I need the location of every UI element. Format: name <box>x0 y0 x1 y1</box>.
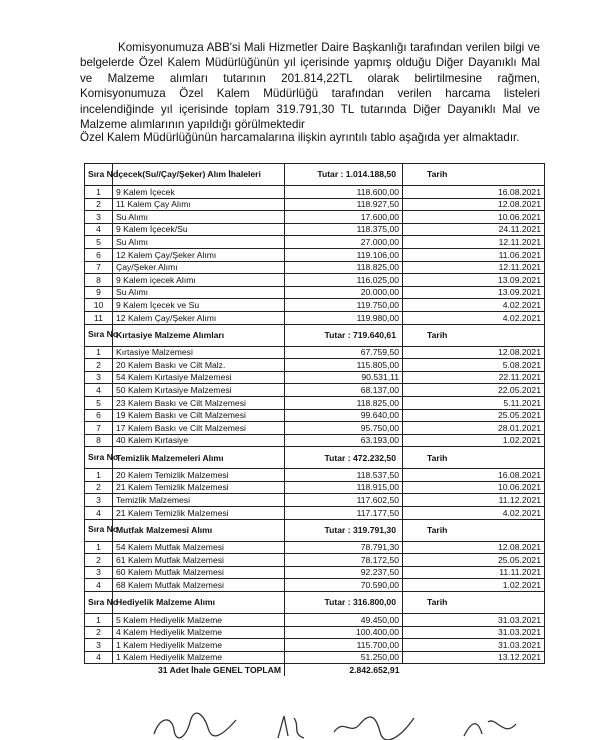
item-date: 25.05.2021 <box>403 554 545 567</box>
item-description: 20 Kalem Temizlik Malzemesi <box>113 469 285 482</box>
item-amount: 92.237,50 <box>285 566 403 579</box>
table-row <box>85 554 545 567</box>
item-date: 5.08.2021 <box>403 359 545 372</box>
item-amount: 17.600,00 <box>285 211 403 224</box>
row-number: 3 <box>85 494 113 507</box>
item-date: 28.01.2021 <box>403 422 545 435</box>
item-date: 22.05.2021 <box>403 384 545 397</box>
item-description: 12 Kalem Çay/Şeker Alımı <box>113 311 285 324</box>
grand-total-amount: 2.842.652,91 <box>285 664 403 676</box>
section-title: Kırtasiye Malzeme Alımları <box>113 324 285 346</box>
section-header-row <box>85 447 545 469</box>
item-amount: 90.531,11 <box>285 371 403 384</box>
signature-2 <box>270 712 310 740</box>
row-number: 9 <box>85 286 113 299</box>
col-header-no: Sıra No <box>85 324 113 346</box>
item-amount: 118.600,00 <box>285 186 403 199</box>
item-date: 12.11.2021 <box>403 261 545 274</box>
expenditure-table <box>84 163 545 676</box>
row-number: 2 <box>85 554 113 567</box>
item-amount: 99.640,00 <box>285 409 403 422</box>
signature-4 <box>460 712 520 740</box>
item-description: 54 Kalem Mutfak Malzemesi <box>113 541 285 554</box>
item-date: 12.08.2021 <box>403 198 545 211</box>
table-row <box>85 223 545 236</box>
item-description: 12 Kalem Çay/Şeker Alımı <box>113 248 285 261</box>
table-row <box>85 371 545 384</box>
item-date: 22.11.2021 <box>403 371 545 384</box>
section-total: Tutar : 316.800,00 <box>285 592 403 614</box>
col-header-no: Sıra No <box>85 519 113 541</box>
item-date: 12.11.2021 <box>403 236 545 249</box>
col-header-date: Tarih <box>403 447 545 469</box>
item-amount: 95.750,00 <box>285 422 403 435</box>
table-row <box>85 346 545 359</box>
item-description: Su Alımı <box>113 211 285 224</box>
item-description: 4 Kalem Hediyelik Malzeme <box>113 626 285 639</box>
item-amount: 118.927,50 <box>285 198 403 211</box>
item-description: 61 Kalem Mutfak Malzemesi <box>113 554 285 567</box>
item-amount: 118.825,00 <box>285 261 403 274</box>
row-number: 4 <box>85 651 113 664</box>
table-row <box>85 409 545 422</box>
row-number: 1 <box>85 346 113 359</box>
section-title: Hediyelik Malzeme Alımı <box>113 592 285 614</box>
item-date: 31.03.2021 <box>403 639 545 652</box>
table-row <box>85 434 545 447</box>
item-date: 16.08.2021 <box>403 469 545 482</box>
item-date: 13.09.2021 <box>403 274 545 287</box>
section-total: Tutar : 719.640,61 <box>285 324 403 346</box>
section-header-row <box>85 592 545 614</box>
item-date: 12.08.2021 <box>403 541 545 554</box>
col-header-date: Tarih <box>403 519 545 541</box>
grand-total-label: 31 Adet İhale GENEL TOPLAM <box>157 665 281 675</box>
section-total: Tutar : 1.014.188,50 <box>285 164 403 186</box>
row-number: 2 <box>85 198 113 211</box>
table-row <box>85 274 545 287</box>
table-row <box>85 186 545 199</box>
row-number: 3 <box>85 371 113 384</box>
table-row <box>85 614 545 627</box>
signature-1 <box>150 712 240 740</box>
item-description: 21 Kalem Temizlik Malzemesi <box>113 481 285 494</box>
col-header-no: Sıra No <box>85 447 113 469</box>
table-row <box>85 396 545 409</box>
table-row <box>85 211 545 224</box>
item-description: Kırtasiye Malzemesi <box>113 346 285 359</box>
item-description: 9 Kalem içecek Alımı <box>113 274 285 287</box>
table-row <box>85 248 545 261</box>
item-description: 1 Kalem Hediyelik Malzeme <box>113 639 285 652</box>
item-date: 12.08.2021 <box>403 346 545 359</box>
table-intro-paragraph: Özel Kalem Müdürlüğünün harcamalarına ilişkin ayrıntılı tablo aşağıda yer almaktadır. <box>80 131 520 144</box>
item-amount: 68.137,00 <box>285 384 403 397</box>
col-header-no: Sıra No <box>85 164 113 186</box>
item-date: 10.06.2021 <box>403 211 545 224</box>
item-amount: 51.250,00 <box>285 651 403 664</box>
item-date: 4.02.2021 <box>403 299 545 312</box>
item-date: 11.11.2021 <box>403 566 545 579</box>
table-row <box>85 261 545 274</box>
item-description: 20 Kalem Baskı ve Cilt Malz. <box>113 359 285 372</box>
item-description: 68 Kalem Mutfak Malzemesi <box>113 579 285 592</box>
item-date: 13.09.2021 <box>403 286 545 299</box>
col-header-date: Tarih <box>403 592 545 614</box>
row-number: 5 <box>85 236 113 249</box>
item-amount: 78.172,50 <box>285 554 403 567</box>
item-description: 5 Kalem Hediyelik Malzeme <box>113 614 285 627</box>
table-row <box>85 579 545 592</box>
item-amount: 78.791,30 <box>285 541 403 554</box>
col-header-date: Tarih <box>403 324 545 346</box>
item-amount: 115.700,00 <box>285 639 403 652</box>
table-row <box>85 359 545 372</box>
item-description: Su Alımı <box>113 286 285 299</box>
item-amount: 20.000,00 <box>285 286 403 299</box>
item-amount: 119.750,00 <box>285 299 403 312</box>
item-amount: 116.025,00 <box>285 274 403 287</box>
item-amount: 118.825,00 <box>285 396 403 409</box>
row-number: 8 <box>85 434 113 447</box>
item-date: 1.02.2021 <box>403 579 545 592</box>
item-amount: 27.000,00 <box>285 236 403 249</box>
item-date: 1.02.2021 <box>403 434 545 447</box>
item-amount: 49.450,00 <box>285 614 403 627</box>
item-amount: 117.602,50 <box>285 494 403 507</box>
item-description: Çay/Şeker Alımı <box>113 261 285 274</box>
item-amount: 119.106,00 <box>285 248 403 261</box>
item-date: 13.12.2021 <box>403 651 545 664</box>
item-description: 9 Kalem İçecek/Su <box>113 223 285 236</box>
row-number: 1 <box>85 614 113 627</box>
table-row <box>85 626 545 639</box>
row-number: 4 <box>85 384 113 397</box>
item-description: 54 Kalem Kırtasiye Malzemesi <box>113 371 285 384</box>
item-date: 31.03.2021 <box>403 626 545 639</box>
item-date: 24.11.2021 <box>403 223 545 236</box>
row-number: 1 <box>85 186 113 199</box>
item-description: 40 Kalem Kırtasiye <box>113 434 285 447</box>
table-row <box>85 566 545 579</box>
item-date: 4.02.2021 <box>403 507 545 520</box>
item-amount: 115.805,00 <box>285 359 403 372</box>
item-amount: 118.375,00 <box>285 223 403 236</box>
item-amount: 100.400,00 <box>285 626 403 639</box>
item-description: 17 Kalem Baskı ve Cilt Malzemesi <box>113 422 285 435</box>
row-number: 3 <box>85 566 113 579</box>
row-number: 4 <box>85 579 113 592</box>
row-number: 6 <box>85 409 113 422</box>
intro-paragraph: Komisyonumuza ABB'si Mali Hizmetler Daire Başkanlığı tarafından verilen bilgi ve belgelerde Özel Kalem Müdürlüğünün yıl içerisinde yapmış olduğu Diğer Dayanıklı Mal ve Malzeme alımları tutarının 201.814,22TL olarak belirtilmesine rağmen, Komisyonumuza Özel Kalem Müdürlüğü tarafından verilen harcama listeleri incelendiğinde yıl içerisinde toplam 319.791,30 TL tutarında Diğer Dayanıklı Mal ve Malzeme alımlarının yapıldığı görülmektedir <box>80 41 540 132</box>
table-row <box>85 494 545 507</box>
item-date: 11.12.2021 <box>403 494 545 507</box>
row-number: 6 <box>85 248 113 261</box>
item-amount: 118.915,00 <box>285 481 403 494</box>
row-number: 7 <box>85 422 113 435</box>
table-row <box>85 507 545 520</box>
section-total: Tutar : 472.232,50 <box>285 447 403 469</box>
section-header-row <box>85 324 545 346</box>
section-title: Mutfak Malzemesi Alımı <box>113 519 285 541</box>
table-row <box>85 469 545 482</box>
section-total: Tutar : 319.791,30 <box>285 519 403 541</box>
row-number: 1 <box>85 469 113 482</box>
item-description: 9 Kalem İçecek ve Su <box>113 299 285 312</box>
item-amount: 117.177,50 <box>285 507 403 520</box>
table-row <box>85 198 545 211</box>
section-header-row <box>85 164 545 186</box>
row-number: 10 <box>85 299 113 312</box>
table-row <box>85 299 545 312</box>
row-number: 8 <box>85 274 113 287</box>
item-date: 10.06.2021 <box>403 481 545 494</box>
row-number: 3 <box>85 639 113 652</box>
row-number: 7 <box>85 261 113 274</box>
row-number: 4 <box>85 507 113 520</box>
item-date: 11.06.2021 <box>403 248 545 261</box>
table-row <box>85 384 545 397</box>
item-description: Su Alımı <box>113 236 285 249</box>
row-number: 2 <box>85 481 113 494</box>
row-number: 11 <box>85 311 113 324</box>
row-number: 3 <box>85 211 113 224</box>
table-row <box>85 236 545 249</box>
item-date: 4.02.2021 <box>403 311 545 324</box>
table-row <box>85 311 545 324</box>
item-description: 50 Kalem Kırtasiye Malzemesi <box>113 384 285 397</box>
table-row <box>85 422 545 435</box>
item-amount: 70.590,00 <box>285 579 403 592</box>
table-row <box>85 481 545 494</box>
item-amount: 118.537,50 <box>285 469 403 482</box>
row-number: 1 <box>85 541 113 554</box>
table-row <box>85 651 545 664</box>
col-header-date: Tarih <box>403 164 545 186</box>
item-description: 19 Kalem Baskı ve Cilt Malzemesi <box>113 409 285 422</box>
item-date: 16.08.2021 <box>403 186 545 199</box>
table-row <box>85 639 545 652</box>
item-description: 60 Kalem Mutfak Malzemesi <box>113 566 285 579</box>
item-amount: 63.193,00 <box>285 434 403 447</box>
row-number: 5 <box>85 396 113 409</box>
row-number: 2 <box>85 626 113 639</box>
section-header-row <box>85 519 545 541</box>
item-amount: 67.759,50 <box>285 346 403 359</box>
row-number: 2 <box>85 359 113 372</box>
section-title: İçecek(Su//Çay/Şeker) Alım İhaleleri <box>113 164 285 186</box>
item-description: 23 Kalem Baskı ve Cilt Malzemesi <box>113 396 285 409</box>
section-title: Temizlik Malzemeleri Alımı <box>113 447 285 469</box>
signature-3 <box>330 712 420 740</box>
item-description: 21 Kalem Temizlik Malzemesi <box>113 507 285 520</box>
table-row <box>85 286 545 299</box>
row-number: 4 <box>85 223 113 236</box>
item-amount: 119.980,00 <box>285 311 403 324</box>
item-description: Temizlik Malzemesi <box>113 494 285 507</box>
grand-total-spacer <box>403 664 545 676</box>
item-description: 1 Kalem Hediyelik Malzeme <box>113 651 285 664</box>
table-row <box>85 541 545 554</box>
item-date: 31.03.2021 <box>403 614 545 627</box>
item-description: 9 Kalem İçecek <box>113 186 285 199</box>
col-header-no: Sıra No <box>85 592 113 614</box>
item-date: 5.11.2021 <box>403 396 545 409</box>
grand-total-row <box>85 664 545 676</box>
item-description: 11 Kalem Çay Alımı <box>113 198 285 211</box>
item-date: 25.05.2021 <box>403 409 545 422</box>
